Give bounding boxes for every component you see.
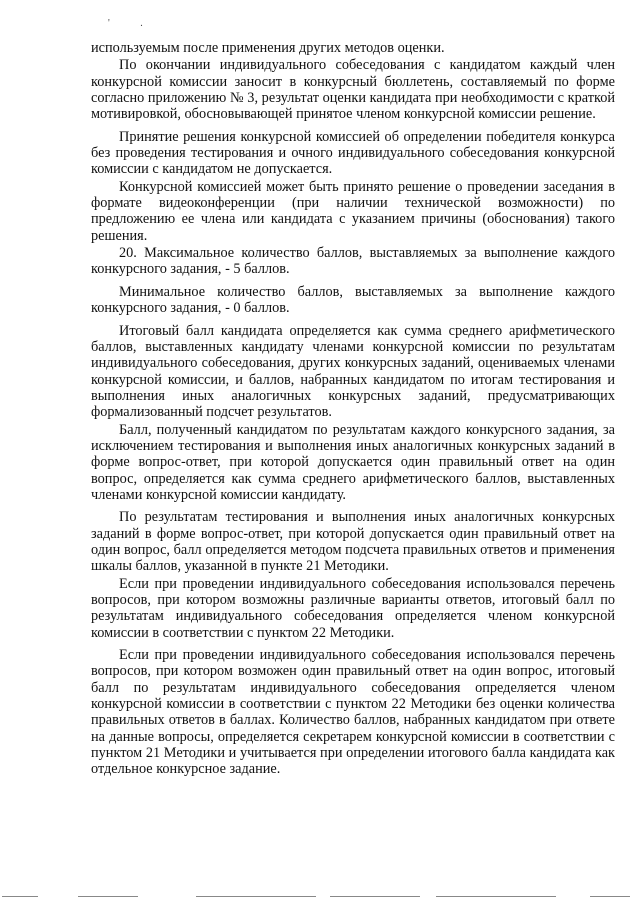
paragraph-max-score: 20. Максимальное количество баллов, выставляемых за выполнение каждого конкурсного задания, - 5 баллов.	[91, 245, 615, 278]
paragraph-min-score: Минимальное количество баллов, выставляемых за выполнение каждого конкурсного задания, - 0 баллов.	[91, 283, 615, 317]
document-body	[91, 40, 615, 778]
paragraph-interview-variants: Если при проведении индивидуального собеседования использовался перечень вопросов, при котором возможны различные варианты ответов, итоговый балл по результатам индивидуального собеседования определяется членом конкурсной комиссии в соответствии с пунктом 22 Методики.	[91, 575, 615, 641]
paragraph-interview-single-answer: Если при проведении индивидуального собеседования использовался перечень вопросов, при котором возможен один правильный ответ на один вопрос, итоговый балл по результатам индивидуального собеседования определяется членом конкурсной комиссии в соответствии с пунктом 22 Методики без оценки количества правильных ответов в баллах. Количество баллов, набранных кандидатом при ответе на данные вопросы, определяется секретарем конкурсной комиссии в соответствии с пунктом 21 Методики и учитывается при определении итогового балла кандидата как отдельное конкурсное задание.	[91, 647, 615, 778]
paragraph-ballot: По окончании индивидуального собеседования с кандидатом каждый член конкурсной комиссии заносит в конкурсный бюллетень, составляемый по форме согласно приложению № 3, результат оценки кандидата при необходимости с краткой мотивировкой, обосновывающей принятое членом конкурсной комиссии решение.	[91, 57, 615, 123]
paragraph-videoconference: Конкурсной комиссией может быть принято решение о проведении заседания в формате видеоконференции (при наличии технической возможности) по предложению ее члена или кандидата с указанием причины (обоснования) такого решения.	[91, 178, 615, 244]
paragraph-task-score: Балл, полученный кандидатом по результатам каждого конкурсного задания, за исключением тестирования и выполнения иных аналогичных конкурсных заданий в форме вопрос-ответ, при которой допускается один правильный ответ на один вопрос, определяется как сумма среднего арифметического баллов, выставленных членами конкурсной комиссии кандидату.	[91, 421, 615, 503]
paragraph-final-score: Итоговый балл кандидата определяется как сумма среднего арифметического баллов, выставленных кандидату членами конкурсной комиссии по результатам индивидуального собеседования, других конкурсных заданий, оцениваемых членами конкурсной комиссии, и баллов, набранных кандидатом по итогам тестирования и выполнения иных аналогичных конкурсных заданий, предусматривающих формализованный подсчет результатов.	[91, 322, 615, 421]
scan-edge-lines	[0, 896, 640, 898]
paragraph-continuation: используемым после применения других методов оценки.	[91, 40, 445, 56]
paragraph-testing-score: По результатам тестирования и выполнения иных аналогичных конкурсных заданий в форме вопрос-ответ, при которой допускается один правильный ответ на один вопрос, балл определяется методом подсчета правильных ответов и применения шкалы баллов, указанной в пункте 21 Методики.	[91, 509, 615, 575]
header-marks: ' .	[108, 18, 157, 29]
paragraph-no-winner-without-testing: Принятие решения конкурсной комиссией об определении победителя конкурса без проведения тестирования и очного индивидуального собеседования конкурсной комиссии с кандидатом не допускается.	[91, 128, 615, 178]
